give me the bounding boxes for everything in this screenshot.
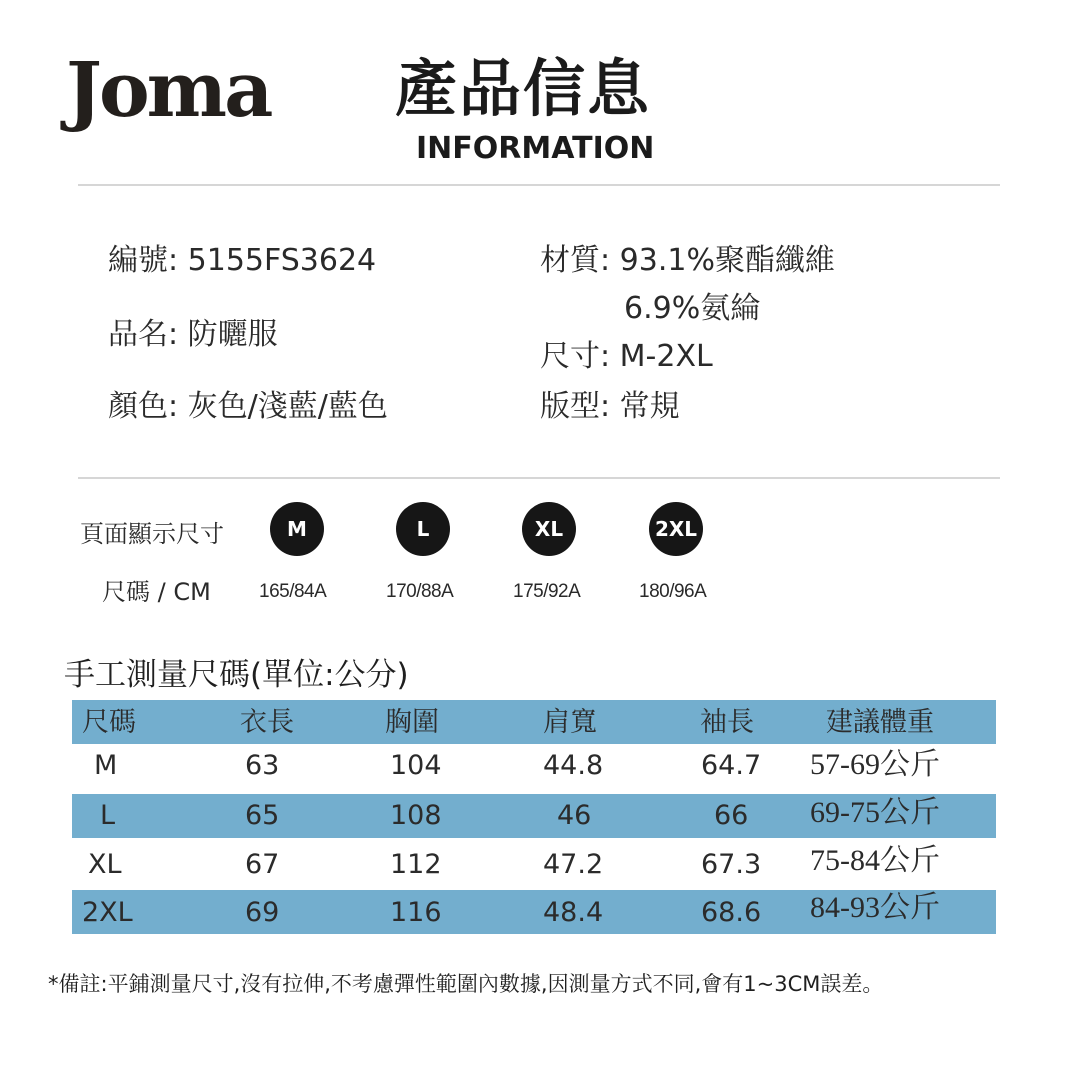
table-cell-length: 63: [245, 750, 280, 781]
table-header-weight: 建議體重: [826, 707, 934, 738]
table-cell-shoulder: 48.4: [543, 897, 604, 928]
product-size-value: M-2XL: [619, 339, 713, 374]
product-material: [540, 243, 835, 278]
table-header-size: 尺碼: [82, 707, 136, 738]
table-cell-sleeve: 68.6: [701, 897, 762, 928]
page-title: 產品信息: [395, 52, 652, 125]
table-header-chest: 胸圍: [385, 707, 439, 738]
table-header-length: 衣長: [240, 707, 294, 738]
product-material-line1: 93.1%聚酯纖維: [619, 243, 835, 278]
product-material-label: 材質:: [540, 243, 611, 278]
product-material-line2: 6.9%氨綸: [624, 291, 761, 326]
product-color-value: 灰色/淺藍/藍色: [187, 389, 388, 424]
product-fit-value: 常規: [619, 389, 680, 424]
table-cell-size: L: [100, 800, 116, 831]
product-size-label: 尺寸:: [540, 339, 611, 374]
size-chip-m: M: [270, 502, 324, 556]
product-fit: [540, 389, 680, 424]
size-chip-xl: XL: [522, 502, 576, 556]
table-title: 手工測量尺碼(單位:公分): [64, 657, 409, 693]
table-cell-chest: 104: [390, 750, 442, 781]
product-color-label: 顏色:: [108, 389, 179, 424]
table-cell-sleeve: 64.7: [701, 750, 762, 781]
product-code-value: 5155FS3624: [187, 243, 377, 278]
product-color: [108, 389, 388, 424]
product-fit-label: 版型:: [540, 389, 611, 424]
size-cm-2xl: 180/96A: [639, 581, 707, 602]
table-cell-chest: 112: [390, 849, 442, 880]
size-chip-2xl: 2XL: [649, 502, 703, 556]
table-header-sleeve: 袖長: [700, 707, 754, 738]
product-code: [108, 243, 377, 278]
table-cell-weight: 84-93公斤: [810, 891, 940, 924]
table-cell-shoulder: 44.8: [543, 750, 604, 781]
table-cell-length: 67: [245, 849, 280, 880]
divider-top: [78, 184, 1000, 186]
table-cell-weight: 75-84公斤: [810, 844, 940, 877]
table-cell-shoulder: 46: [557, 800, 592, 831]
product-size: [540, 339, 713, 374]
product-name-label: 品名:: [108, 317, 179, 352]
table-cell-sleeve: 67.3: [701, 849, 762, 880]
size-chip-l: L: [396, 502, 450, 556]
size-cm-xl: 175/92A: [513, 581, 581, 602]
table-cell-chest: 116: [390, 897, 442, 928]
table-cell-size: XL: [88, 849, 122, 880]
size-cm-m: 165/84A: [259, 581, 327, 602]
product-code-label: 編號:: [108, 243, 179, 278]
footnote: *備註:平鋪測量尺寸,沒有拉伸,不考慮彈性範圍內數據,因測量方式不同,會有1~3CM誤差。: [48, 972, 884, 996]
table-cell-chest: 108: [390, 800, 442, 831]
brand-logo: Joma: [66, 45, 271, 134]
divider-mid: [78, 477, 1000, 479]
table-cell-size: M: [94, 750, 118, 781]
size-cm-label: 尺碼 / CM: [102, 578, 211, 606]
product-name: [108, 317, 278, 352]
table-cell-weight: 57-69公斤: [810, 748, 940, 781]
table-cell-shoulder: 47.2: [543, 849, 604, 880]
page-subtitle: INFORMATION: [416, 131, 655, 166]
table-cell-sleeve: 66: [714, 800, 749, 831]
table-cell-length: 65: [245, 800, 280, 831]
table-header-shoulder: 肩寬: [543, 707, 597, 738]
table-cell-weight: 69-75公斤: [810, 796, 940, 829]
size-cm-l: 170/88A: [386, 581, 454, 602]
table-cell-size: 2XL: [82, 897, 133, 928]
table-cell-length: 69: [245, 897, 280, 928]
size-display-label: 頁面顯示尺寸: [80, 520, 224, 548]
product-name-value: 防曬服: [187, 317, 278, 352]
